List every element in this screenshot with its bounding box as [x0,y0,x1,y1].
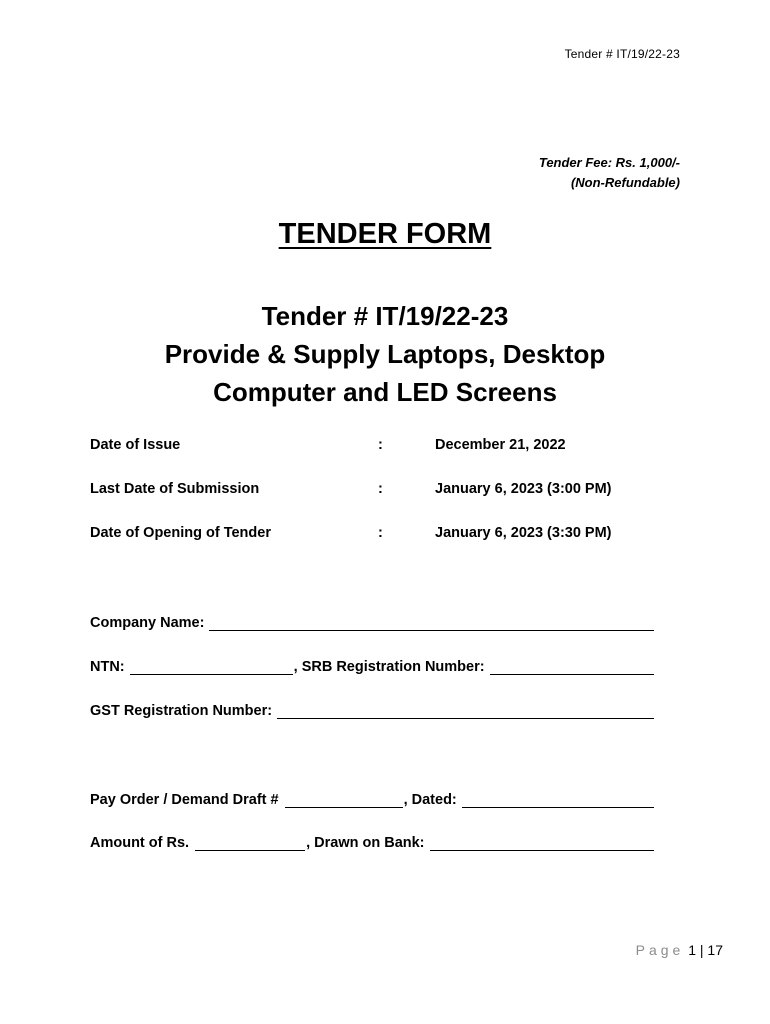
form-title-text: TENDER FORM [278,218,492,250]
amount-field [90,829,655,851]
dated-label: , Dated: [403,792,457,808]
ntn-label: NTN: [90,659,125,675]
tender-subject-line-2: Computer and LED Screens [213,377,557,407]
srb-label: , SRB Registration Number: [293,659,485,675]
amount-label: Amount of Rs. [90,835,190,851]
schedule-value: January 6, 2023 (3:00 PM) [435,481,612,497]
tender-fee-block [539,153,680,193]
payorder-field [90,786,655,808]
dated-blank[interactable] [462,792,654,808]
tender-heading [0,297,770,411]
page-total: 17 [707,942,723,958]
tender-fee-note: (Non-Refundable) [570,175,680,190]
ntn-srb-field [90,653,655,675]
schedule-table [90,437,680,569]
schedule-label: Last Date of Submission [90,481,260,497]
schedule-row-issue [90,437,680,481]
company-name-field [90,609,655,631]
gst-label: GST Registration Number: [90,703,273,719]
bank-blank[interactable] [430,835,654,851]
form-title [0,218,770,251]
schedule-colon: : [378,481,383,497]
schedule-value: January 6, 2023 (3:30 PM) [435,525,612,541]
bank-label: , Drawn on Bank: [306,835,425,851]
ntn-blank[interactable] [130,659,293,675]
tender-subject-line-1: Provide & Supply Laptops, Desktop [164,339,606,369]
schedule-label: Date of Issue [90,437,181,453]
srb-blank[interactable] [490,659,654,675]
schedule-value: December 21, 2022 [435,437,566,453]
schedule-row-opening [90,525,680,569]
amount-blank[interactable] [195,835,305,851]
schedule-row-submission [90,481,680,525]
page-number [636,942,723,958]
company-name-blank[interactable] [209,615,654,631]
tender-number: Tender # IT/19/22-23 [261,301,509,331]
company-name-label: Company Name: [90,615,205,631]
payorder-label: Pay Order / Demand Draft # [90,792,279,808]
header-tender-ref: Tender # IT/19/22-23 [564,47,680,61]
schedule-colon: : [378,525,383,541]
gst-field [90,697,655,719]
gst-blank[interactable] [277,703,654,719]
page-current: 1 [688,942,696,958]
page-separator: | [699,942,704,958]
schedule-label: Date of Opening of Tender [90,525,271,541]
payorder-blank[interactable] [285,792,403,808]
page-word: Page [635,942,685,958]
schedule-colon: : [378,437,383,453]
tender-fee-amount: Tender Fee: Rs. 1,000/- [538,155,680,170]
